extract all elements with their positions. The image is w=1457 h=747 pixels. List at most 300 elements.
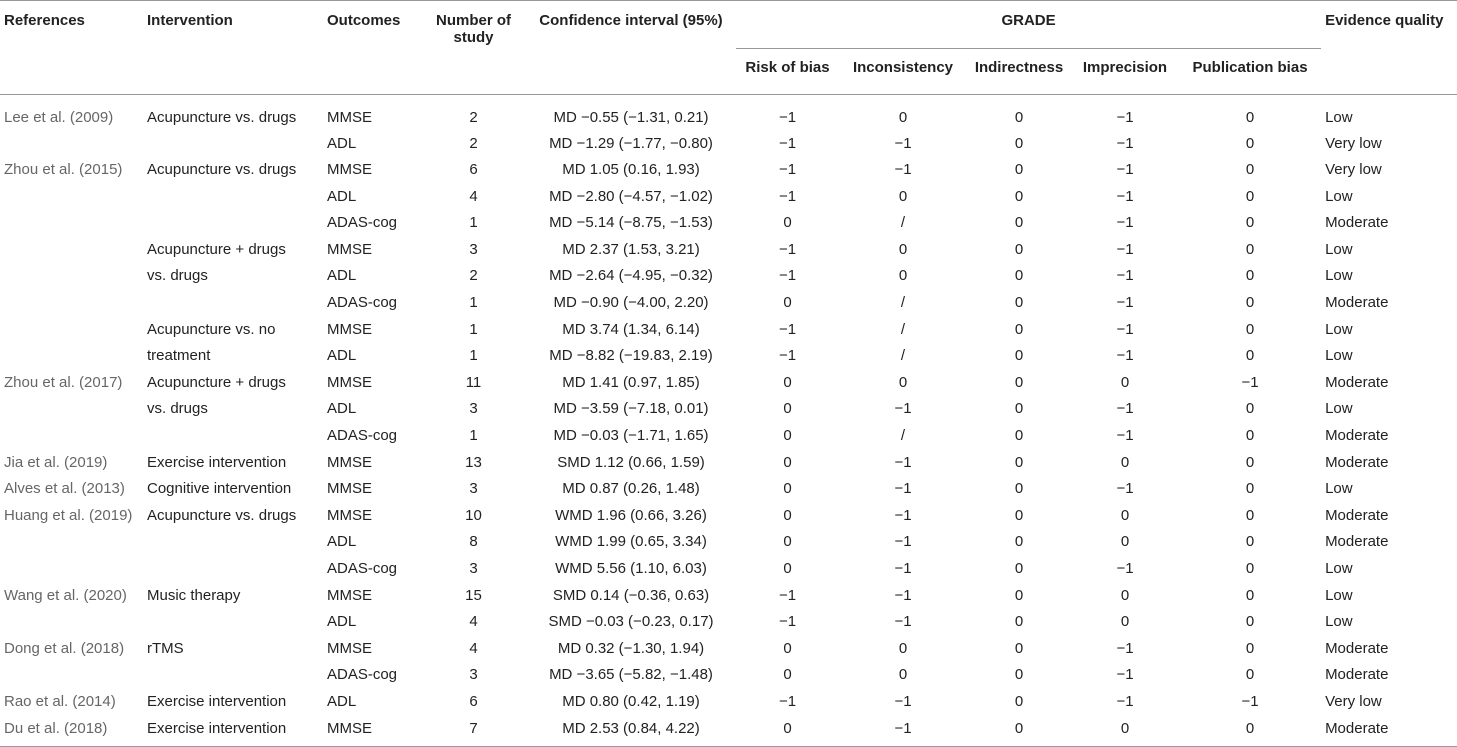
cell-evidence-quality: Moderate	[1325, 533, 1389, 551]
table-row	[0, 662, 1457, 689]
cell-inconsistency: −1	[894, 533, 912, 551]
cell-imprecision: −1	[1116, 187, 1134, 205]
cell-confidence-interval: MD −1.29 (−1.77, −0.80)	[549, 134, 713, 152]
cell-number-of-study: 6	[469, 161, 478, 179]
cell-risk-of-bias: 0	[783, 719, 792, 737]
cell-publication-bias: 0	[1245, 134, 1255, 152]
cell-reference	[0, 263, 143, 290]
cell-confidence-interval: WMD 1.99 (0.65, 3.34)	[555, 533, 707, 551]
cell-imprecision: 0	[1120, 506, 1130, 524]
cell-publication-bias: 0	[1245, 453, 1255, 471]
cell-indirectness: 0	[1014, 533, 1024, 551]
header-inconsistency: Inconsistency	[852, 59, 954, 76]
cell-intervention: Cognitive intervention	[147, 480, 292, 498]
table-row	[0, 529, 1457, 556]
cell-indirectness: 0	[1014, 506, 1024, 524]
cell-imprecision: −1	[1116, 639, 1134, 657]
cell-inconsistency: −1	[894, 692, 912, 710]
cell-imprecision: 0	[1120, 613, 1130, 631]
header-imprecision: Imprecision	[1082, 59, 1168, 76]
cell-risk-of-bias: 0	[783, 506, 792, 524]
cell-intervention: vs. drugs	[147, 400, 208, 418]
cell-evidence-quality: Moderate	[1325, 639, 1389, 657]
cell-number-of-study: 11	[465, 373, 482, 391]
cell-inconsistency: /	[900, 214, 906, 232]
cell-reference: Wang et al. (2020)	[4, 586, 127, 604]
cell-publication-bias: 0	[1245, 187, 1255, 205]
cell-reference	[0, 184, 143, 211]
cell-evidence-quality: Moderate	[1325, 719, 1389, 737]
cell-inconsistency: 0	[898, 373, 908, 391]
cell-number-of-study: 3	[469, 560, 478, 577]
cell-outcome: ADAS-cog	[327, 427, 398, 445]
cell-number-of-study: 6	[469, 692, 478, 710]
cell-evidence-quality: Moderate	[1325, 214, 1389, 232]
cell-publication-bias: 0	[1245, 533, 1255, 551]
table-row	[0, 716, 1457, 747]
cell-intervention: Acupuncture vs. no	[147, 320, 276, 338]
cell-inconsistency: /	[900, 294, 906, 312]
cell-confidence-interval: WMD 1.96 (0.66, 3.26)	[555, 506, 707, 524]
cell-confidence-interval: MD 0.87 (0.26, 1.48)	[562, 480, 700, 498]
cell-inconsistency: /	[900, 427, 906, 445]
cell-publication-bias: 0	[1245, 666, 1255, 684]
table-row	[0, 423, 1457, 450]
cell-inconsistency: 0	[898, 267, 908, 285]
cell-outcome: MMSE	[327, 586, 372, 604]
cell-inconsistency: 0	[898, 639, 908, 657]
table-row	[0, 317, 1457, 344]
cell-confidence-interval: MD 1.41 (0.97, 1.85)	[562, 373, 700, 391]
header-confidence-interval: Confidence interval (95%)	[539, 12, 723, 29]
cell-indirectness: 0	[1014, 613, 1024, 631]
cell-inconsistency: −1	[894, 613, 912, 631]
cell-number-of-study: 8	[469, 533, 478, 551]
cell-intervention	[143, 131, 323, 158]
cell-reference	[0, 210, 143, 237]
cell-intervention: treatment	[147, 347, 211, 365]
cell-confidence-interval: MD 0.80 (0.42, 1.19)	[562, 692, 700, 710]
cell-confidence-interval: MD −0.03 (−1.71, 1.65)	[553, 427, 709, 445]
cell-publication-bias: 0	[1245, 267, 1255, 285]
cell-risk-of-bias: 0	[783, 666, 792, 684]
cell-outcome: MMSE	[327, 480, 372, 498]
cell-indirectness: 0	[1014, 109, 1024, 126]
cell-intervention: vs. drugs	[147, 267, 208, 285]
cell-indirectness: 0	[1014, 240, 1024, 258]
cell-imprecision: 0	[1120, 453, 1130, 471]
table-body	[0, 95, 1457, 747]
cell-risk-of-bias: −1	[778, 267, 797, 285]
cell-imprecision: −1	[1116, 347, 1134, 365]
cell-risk-of-bias: −1	[778, 187, 797, 205]
cell-confidence-interval: SMD 1.12 (0.66, 1.59)	[557, 453, 705, 471]
cell-indirectness: 0	[1014, 400, 1024, 418]
cell-risk-of-bias: 0	[783, 560, 792, 577]
cell-reference: Lee et al. (2009)	[4, 109, 114, 126]
table-row	[0, 370, 1457, 397]
cell-number-of-study: 7	[469, 719, 478, 737]
cell-inconsistency: 0	[898, 109, 908, 126]
cell-risk-of-bias: −1	[778, 347, 797, 365]
cell-publication-bias: 0	[1245, 400, 1255, 418]
cell-number-of-study: 2	[469, 109, 478, 126]
cell-risk-of-bias: −1	[778, 161, 797, 179]
header-grade: GRADE	[736, 1, 1321, 49]
cell-reference	[0, 317, 143, 344]
cell-reference	[0, 343, 143, 370]
cell-intervention: Acupuncture + drugs	[147, 373, 286, 391]
cell-intervention	[143, 423, 323, 450]
table-row	[0, 157, 1457, 184]
cell-intervention	[143, 662, 323, 689]
cell-reference: Zhou et al. (2017)	[4, 373, 123, 391]
cell-evidence-quality: Low	[1325, 586, 1353, 604]
cell-reference	[0, 423, 143, 450]
cell-indirectness: 0	[1014, 427, 1024, 445]
table-row	[0, 237, 1457, 264]
cell-intervention: Exercise intervention	[147, 453, 287, 471]
table-row	[0, 503, 1457, 530]
cell-reference	[0, 529, 143, 556]
cell-number-of-study: 1	[469, 294, 478, 312]
cell-number-of-study: 3	[469, 480, 478, 498]
cell-risk-of-bias: 0	[783, 453, 792, 471]
cell-inconsistency: −1	[894, 453, 912, 471]
cell-number-of-study: 2	[469, 267, 478, 285]
table-row	[0, 343, 1457, 370]
cell-inconsistency: −1	[894, 719, 912, 737]
cell-inconsistency: −1	[894, 134, 912, 152]
cell-number-of-study: 13	[465, 453, 482, 471]
cell-reference: Zhou et al. (2015)	[4, 161, 123, 179]
cell-imprecision: −1	[1116, 109, 1134, 126]
cell-indirectness: 0	[1014, 453, 1024, 471]
cell-outcome: ADL	[327, 134, 357, 152]
cell-reference: Alves et al. (2013)	[4, 480, 125, 498]
table-row	[0, 609, 1457, 636]
cell-imprecision: −1	[1116, 240, 1134, 258]
cell-imprecision: −1	[1116, 427, 1134, 445]
cell-intervention: Acupuncture + drugs	[147, 240, 286, 258]
header-references: References	[4, 12, 85, 29]
header-risk-of-bias: Risk of bias	[745, 59, 830, 76]
cell-intervention	[143, 609, 323, 636]
cell-reference	[0, 131, 143, 158]
cell-evidence-quality: Low	[1325, 187, 1353, 205]
cell-risk-of-bias: −1	[778, 320, 797, 338]
cell-evidence-quality: Moderate	[1325, 373, 1389, 391]
cell-indirectness: 0	[1014, 586, 1024, 604]
cell-imprecision: −1	[1116, 692, 1134, 710]
cell-evidence-quality: Moderate	[1325, 453, 1389, 471]
cell-evidence-quality: Moderate	[1325, 506, 1389, 524]
cell-publication-bias: 0	[1245, 214, 1255, 232]
cell-inconsistency: 0	[898, 666, 908, 684]
cell-indirectness: 0	[1014, 480, 1024, 498]
cell-publication-bias: 0	[1245, 719, 1255, 737]
cell-outcome: MMSE	[327, 320, 372, 338]
cell-imprecision: 0	[1120, 586, 1130, 604]
cell-confidence-interval: MD 2.37 (1.53, 3.21)	[562, 240, 700, 258]
cell-number-of-study: 1	[469, 347, 478, 365]
table-row	[0, 556, 1457, 583]
cell-inconsistency: −1	[894, 480, 912, 498]
cell-indirectness: 0	[1014, 373, 1024, 391]
cell-publication-bias: 0	[1245, 240, 1255, 258]
cell-outcome: ADL	[327, 692, 357, 710]
cell-evidence-quality: Low	[1325, 400, 1353, 418]
cell-number-of-study: 4	[469, 639, 478, 657]
cell-confidence-interval: MD −3.65 (−5.82, −1.48)	[549, 666, 713, 684]
table-row	[0, 210, 1457, 237]
cell-publication-bias: 0	[1245, 427, 1255, 445]
cell-number-of-study: 3	[469, 240, 478, 258]
cell-outcome: MMSE	[327, 453, 372, 471]
cell-risk-of-bias: 0	[783, 214, 792, 232]
cell-evidence-quality: Very low	[1325, 161, 1382, 179]
cell-evidence-quality: Low	[1325, 267, 1353, 285]
table-row	[0, 290, 1457, 317]
cell-number-of-study: 1	[469, 427, 478, 445]
cell-publication-bias: −1	[1241, 373, 1259, 391]
cell-evidence-quality: Low	[1325, 320, 1353, 338]
cell-inconsistency: −1	[894, 560, 912, 577]
cell-number-of-study: 4	[469, 187, 478, 205]
cell-evidence-quality: Low	[1325, 347, 1353, 365]
cell-imprecision: 0	[1120, 719, 1130, 737]
cell-indirectness: 0	[1014, 267, 1024, 285]
table-header	[0, 1, 1457, 95]
cell-number-of-study: 3	[469, 666, 478, 684]
cell-intervention: Acupuncture vs. drugs	[147, 506, 297, 524]
cell-confidence-interval: MD 3.74 (1.34, 6.14)	[562, 320, 700, 338]
cell-reference	[0, 609, 143, 636]
cell-confidence-interval: MD −2.64 (−4.95, −0.32)	[549, 267, 713, 285]
cell-reference: Huang et al. (2019)	[4, 506, 133, 524]
cell-imprecision: −1	[1116, 294, 1134, 312]
cell-risk-of-bias: −1	[778, 134, 797, 152]
cell-indirectness: 0	[1014, 639, 1024, 657]
cell-imprecision: −1	[1116, 267, 1134, 285]
table-row	[0, 184, 1457, 211]
cell-imprecision: 0	[1120, 373, 1130, 391]
cell-publication-bias: 0	[1245, 560, 1255, 577]
cell-imprecision: −1	[1116, 134, 1134, 152]
table-row	[0, 396, 1457, 423]
cell-intervention: Exercise intervention	[147, 692, 287, 710]
cell-indirectness: 0	[1014, 719, 1024, 737]
cell-imprecision: −1	[1116, 560, 1134, 577]
cell-risk-of-bias: 0	[783, 639, 792, 657]
cell-confidence-interval: MD 1.05 (0.16, 1.93)	[562, 161, 700, 179]
cell-indirectness: 0	[1014, 666, 1024, 684]
cell-outcome: ADAS-cog	[327, 560, 398, 577]
cell-reference: Jia et al. (2019)	[4, 453, 108, 471]
cell-number-of-study: 1	[469, 214, 478, 232]
cell-outcome: MMSE	[327, 639, 372, 657]
table-row	[0, 583, 1457, 610]
table-row	[0, 131, 1457, 158]
cell-number-of-study: 15	[465, 586, 482, 604]
cell-inconsistency: −1	[894, 586, 912, 604]
cell-outcome: ADAS-cog	[327, 214, 398, 232]
cell-publication-bias: 0	[1245, 613, 1255, 631]
header-indirectness: Indirectness	[974, 59, 1064, 76]
cell-intervention	[143, 290, 323, 317]
cell-confidence-interval: MD 0.32 (−1.30, 1.94)	[557, 639, 705, 657]
cell-outcome: MMSE	[327, 161, 372, 179]
cell-indirectness: 0	[1014, 161, 1024, 179]
cell-reference: Du et al. (2018)	[4, 719, 108, 737]
cell-reference	[0, 290, 143, 317]
cell-outcome: MMSE	[327, 373, 372, 391]
cell-indirectness: 0	[1014, 187, 1024, 205]
cell-evidence-quality: Low	[1325, 240, 1353, 258]
cell-confidence-interval: MD −5.14 (−8.75, −1.53)	[549, 214, 713, 232]
cell-reference	[0, 662, 143, 689]
cell-confidence-interval: MD 2.53 (0.84, 4.22)	[562, 719, 700, 737]
cell-risk-of-bias: 0	[783, 294, 792, 312]
cell-reference	[0, 237, 143, 264]
cell-indirectness: 0	[1014, 294, 1024, 312]
cell-indirectness: 0	[1014, 692, 1024, 710]
cell-imprecision: −1	[1116, 320, 1134, 338]
cell-confidence-interval: SMD 0.14 (−0.36, 0.63)	[552, 586, 710, 604]
cell-inconsistency: 0	[898, 240, 908, 258]
cell-publication-bias: 0	[1245, 161, 1255, 179]
table-row	[0, 689, 1457, 716]
cell-imprecision: −1	[1116, 161, 1134, 179]
cell-intervention: Acupuncture vs. drugs	[147, 109, 297, 126]
cell-inconsistency: /	[900, 320, 906, 338]
cell-confidence-interval: MD −0.55 (−1.31, 0.21)	[553, 109, 709, 126]
cell-confidence-interval: MD −2.80 (−4.57, −1.02)	[549, 187, 713, 205]
cell-indirectness: 0	[1014, 214, 1024, 232]
cell-intervention	[143, 184, 323, 211]
cell-reference	[0, 556, 143, 583]
cell-confidence-interval: SMD −0.03 (−0.23, 0.17)	[548, 613, 714, 631]
cell-imprecision: −1	[1116, 480, 1134, 498]
cell-intervention	[143, 556, 323, 583]
cell-risk-of-bias: 0	[783, 427, 792, 445]
cell-intervention: Exercise intervention	[147, 719, 287, 737]
cell-outcome: ADL	[327, 533, 357, 551]
cell-outcome: ADL	[327, 613, 357, 631]
header-intervention: Intervention	[147, 12, 233, 29]
cell-imprecision: −1	[1116, 666, 1134, 684]
cell-indirectness: 0	[1014, 560, 1024, 577]
cell-outcome: ADL	[327, 187, 357, 205]
cell-evidence-quality: Low	[1325, 560, 1353, 577]
cell-publication-bias: 0	[1245, 586, 1255, 604]
cell-publication-bias: 0	[1245, 480, 1255, 498]
cell-publication-bias: 0	[1245, 294, 1255, 312]
cell-risk-of-bias: −1	[778, 240, 797, 258]
cell-reference: Dong et al. (2018)	[4, 639, 125, 657]
cell-outcome: MMSE	[327, 506, 372, 524]
cell-risk-of-bias: −1	[778, 109, 797, 126]
cell-publication-bias: 0	[1245, 506, 1255, 524]
table-row	[0, 95, 1457, 131]
table-row	[0, 476, 1457, 503]
cell-imprecision: 0	[1120, 533, 1130, 551]
cell-outcome: ADL	[327, 347, 357, 365]
cell-outcome: MMSE	[327, 240, 372, 258]
cell-evidence-quality: Very low	[1325, 134, 1382, 152]
cell-intervention	[143, 210, 323, 237]
cell-confidence-interval: WMD 5.56 (1.10, 6.03)	[555, 560, 707, 577]
cell-outcome: MMSE	[327, 109, 372, 126]
cell-publication-bias: −1	[1241, 692, 1259, 710]
cell-evidence-quality: Low	[1325, 480, 1353, 498]
cell-imprecision: −1	[1116, 400, 1134, 418]
table-row	[0, 450, 1457, 477]
header-outcomes: Outcomes	[327, 12, 401, 29]
cell-risk-of-bias: 0	[783, 400, 792, 418]
cell-outcome: ADAS-cog	[327, 294, 398, 312]
cell-number-of-study: 2	[469, 134, 478, 152]
cell-risk-of-bias: −1	[778, 692, 797, 710]
cell-confidence-interval: MD −3.59 (−7.18, 0.01)	[553, 400, 709, 418]
cell-outcome: ADAS-cog	[327, 666, 398, 684]
cell-publication-bias: 0	[1245, 347, 1255, 365]
cell-evidence-quality: Moderate	[1325, 294, 1389, 312]
cell-number-of-study: 3	[469, 400, 478, 418]
cell-indirectness: 0	[1014, 347, 1024, 365]
cell-risk-of-bias: −1	[778, 586, 797, 604]
cell-evidence-quality: Low	[1325, 613, 1353, 631]
header-evidence-quality: Evidence quality	[1325, 12, 1444, 29]
cell-reference: Rao et al. (2014)	[4, 692, 116, 710]
cell-intervention: rTMS	[147, 639, 184, 657]
cell-number-of-study: 1	[469, 320, 478, 338]
cell-risk-of-bias: 0	[783, 480, 792, 498]
cell-inconsistency: −1	[894, 161, 912, 179]
cell-confidence-interval: MD −8.82 (−19.83, 2.19)	[549, 347, 713, 365]
cell-publication-bias: 0	[1245, 109, 1255, 126]
cell-intervention	[143, 529, 323, 556]
cell-number-of-study: 10	[465, 506, 482, 524]
cell-confidence-interval: MD −0.90 (−4.00, 2.20)	[553, 294, 709, 312]
table-row	[0, 636, 1457, 663]
cell-imprecision: −1	[1116, 214, 1134, 232]
table-row	[0, 263, 1457, 290]
cell-inconsistency: 0	[898, 187, 908, 205]
cell-publication-bias: 0	[1245, 320, 1255, 338]
cell-risk-of-bias: 0	[783, 373, 792, 391]
cell-inconsistency: /	[900, 347, 906, 365]
cell-number-of-study: 4	[469, 613, 478, 631]
cell-risk-of-bias: 0	[783, 533, 792, 551]
cell-intervention: Acupuncture vs. drugs	[147, 161, 297, 179]
cell-indirectness: 0	[1014, 134, 1024, 152]
cell-inconsistency: −1	[894, 400, 912, 418]
cell-outcome: ADL	[327, 400, 357, 418]
cell-publication-bias: 0	[1245, 639, 1255, 657]
cell-inconsistency: −1	[894, 506, 912, 524]
cell-outcome: ADL	[327, 267, 357, 285]
cell-evidence-quality: Low	[1325, 109, 1353, 126]
cell-risk-of-bias: −1	[778, 613, 797, 631]
cell-outcome: MMSE	[327, 719, 372, 737]
cell-intervention: Music therapy	[147, 586, 241, 604]
cell-evidence-quality: Moderate	[1325, 666, 1389, 684]
cell-evidence-quality: Moderate	[1325, 427, 1389, 445]
cell-indirectness: 0	[1014, 320, 1024, 338]
header-number-of-study: Number of study	[436, 12, 511, 46]
cell-reference	[0, 396, 143, 423]
